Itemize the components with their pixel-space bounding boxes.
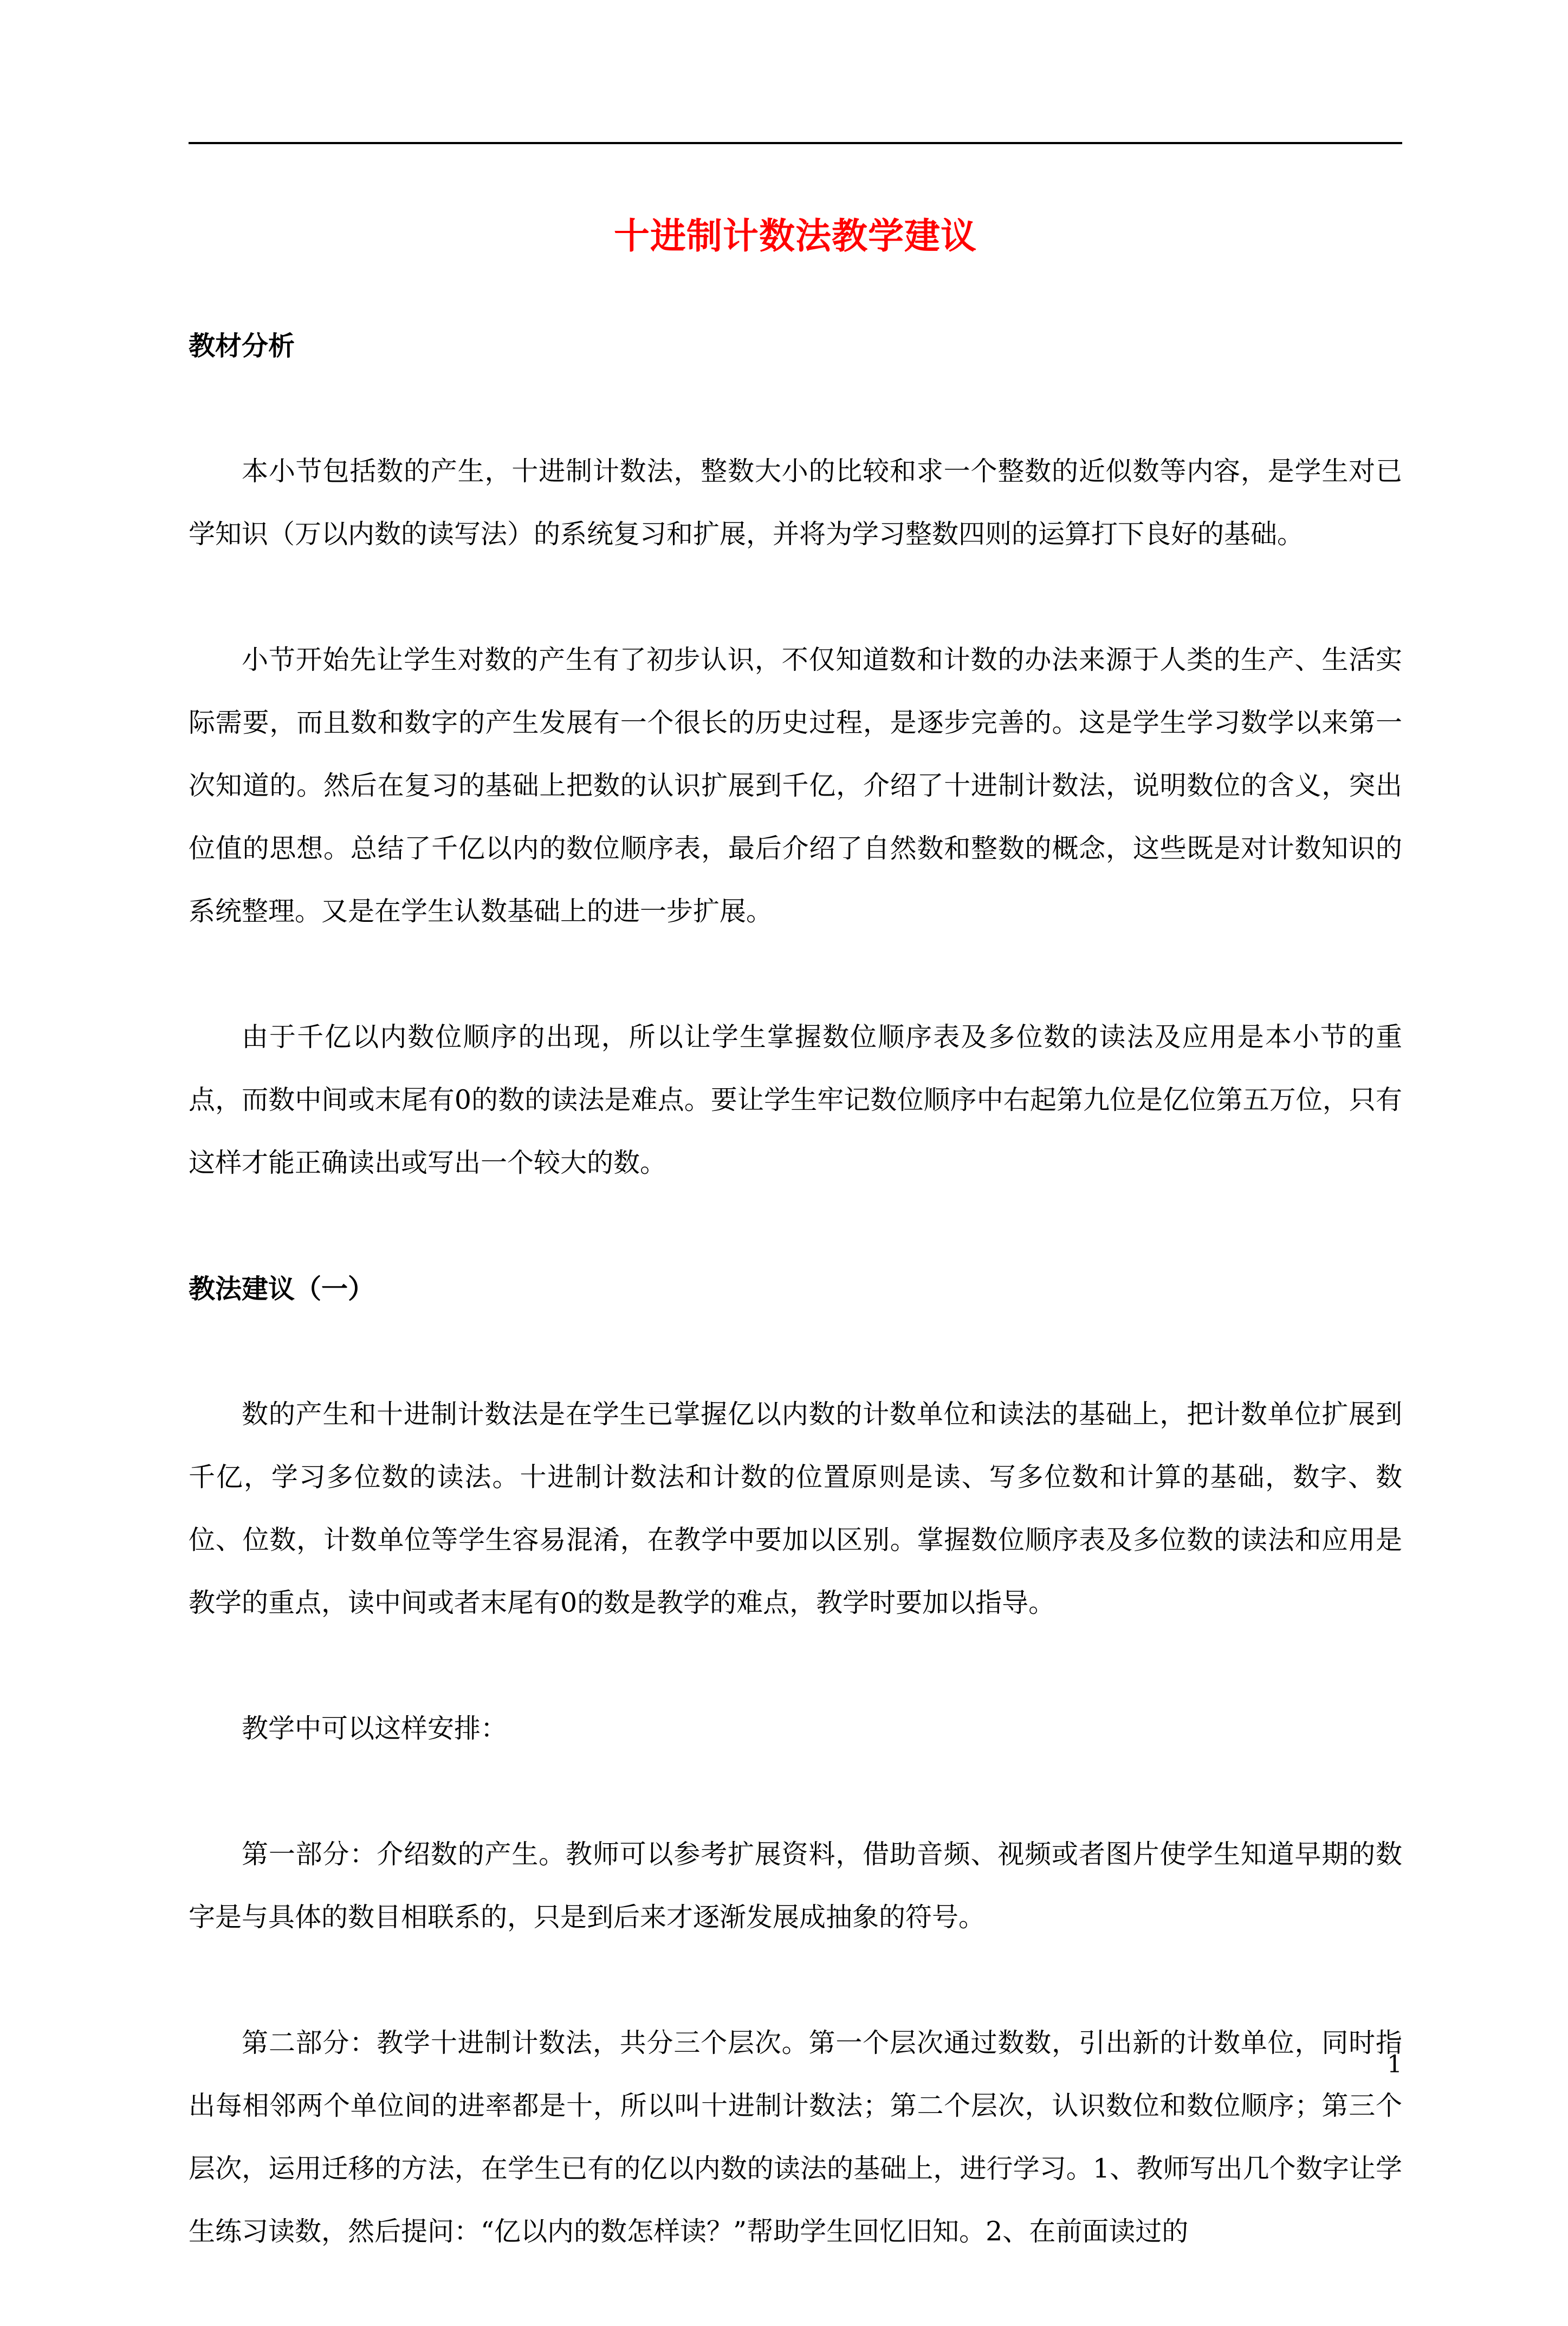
document-title: 十进制计数法教学建议 [614, 215, 977, 257]
paragraph: 教学中可以这样安排： [242, 1713, 508, 1744]
paragraph: 小节开始先让学生对数的产生有了初步认识，不仅知道数和计数的办法来源于人类的生产、生活实际需要，而且数和数字的产生发展有一个很长的历史过程，是逐步完善的。这是学生学习数学以来第一次知道的。然后在复习的基础上把数的认识扩展到千亿，介绍了十进制计数法，说明数位的含义，突出位值的思想。总结了千亿以内的数位顺序表，最后介绍了自然数和整数的概念，这些既是对计数知识的系统整理。又是在学生认数基础上的进一步扩展。 [189, 644, 1402, 927]
page-number: 1 [1387, 2051, 1402, 2078]
document-body [189, 314, 1402, 2326]
section-heading: 教法建议（一） [189, 1273, 375, 1304]
section-textbook-analysis [189, 314, 1402, 1194]
section-teaching-suggestions [189, 1257, 1402, 2263]
section-heading: 教材分析 [189, 330, 295, 361]
paragraph: 本小节包括数的产生，十进制计数法，整数大小的比较和求一个整数的近似数等内容，是学生对已学知识（万以内数的读写法）的系统复习和扩展，并将为学习整数四则的运算打下良好的基础。 [189, 456, 1402, 550]
paragraph: 由于千亿以内数位顺序的出现，所以让学生掌握数位顺序表及多位数的读法及应用是本小节的重点，而数中间或末尾有0的数的读法是难点。要让学生牢记数位顺序中右起第九位是亿位第五万位，只有这样才能正确读出或写出一个较大的数。 [189, 1022, 1402, 1178]
paragraph: 数的产生和十进制计数法是在学生已掌握亿以内数的计数单位和读法的基础上，把计数单位扩展到千亿，学习多位数的读法。十进制计数法和计数的位置原则是读、写多位数和计算的基础，数字、数位、位数，计数单位等学生容易混淆，在教学中要加以区别。掌握数位顺序表及多位数的读法和应用是教学的重点，读中间或者末尾有0的数是教学的难点，教学时要加以指导。 [189, 1399, 1402, 1618]
header-rule [189, 142, 1402, 144]
paragraph: 第一部分：介绍数的产生。教师可以参考扩展资料，借助音频、视频或者图片使学生知道早期的数字是与具体的数目相联系的，只是到后来才逐渐发展成抽象的符号。 [189, 1839, 1402, 1933]
paragraph: 第二部分：教学十进制计数法，共分三个层次。第一个层次通过数数，引出新的计数单位，同时指出每相邻两个单位间的进率都是十，所以叫十进制计数法；第二个层次，认识数位和数位顺序；第三个层次，运用迁移的方法，在学生已有的亿以内数的读法的基础上，进行学习。1、教师写出几个数字让学生练习读数，然后提问：“亿以内的数怎样读？”帮助学生回忆旧知。2、在前面读过的 [189, 2027, 1402, 2247]
